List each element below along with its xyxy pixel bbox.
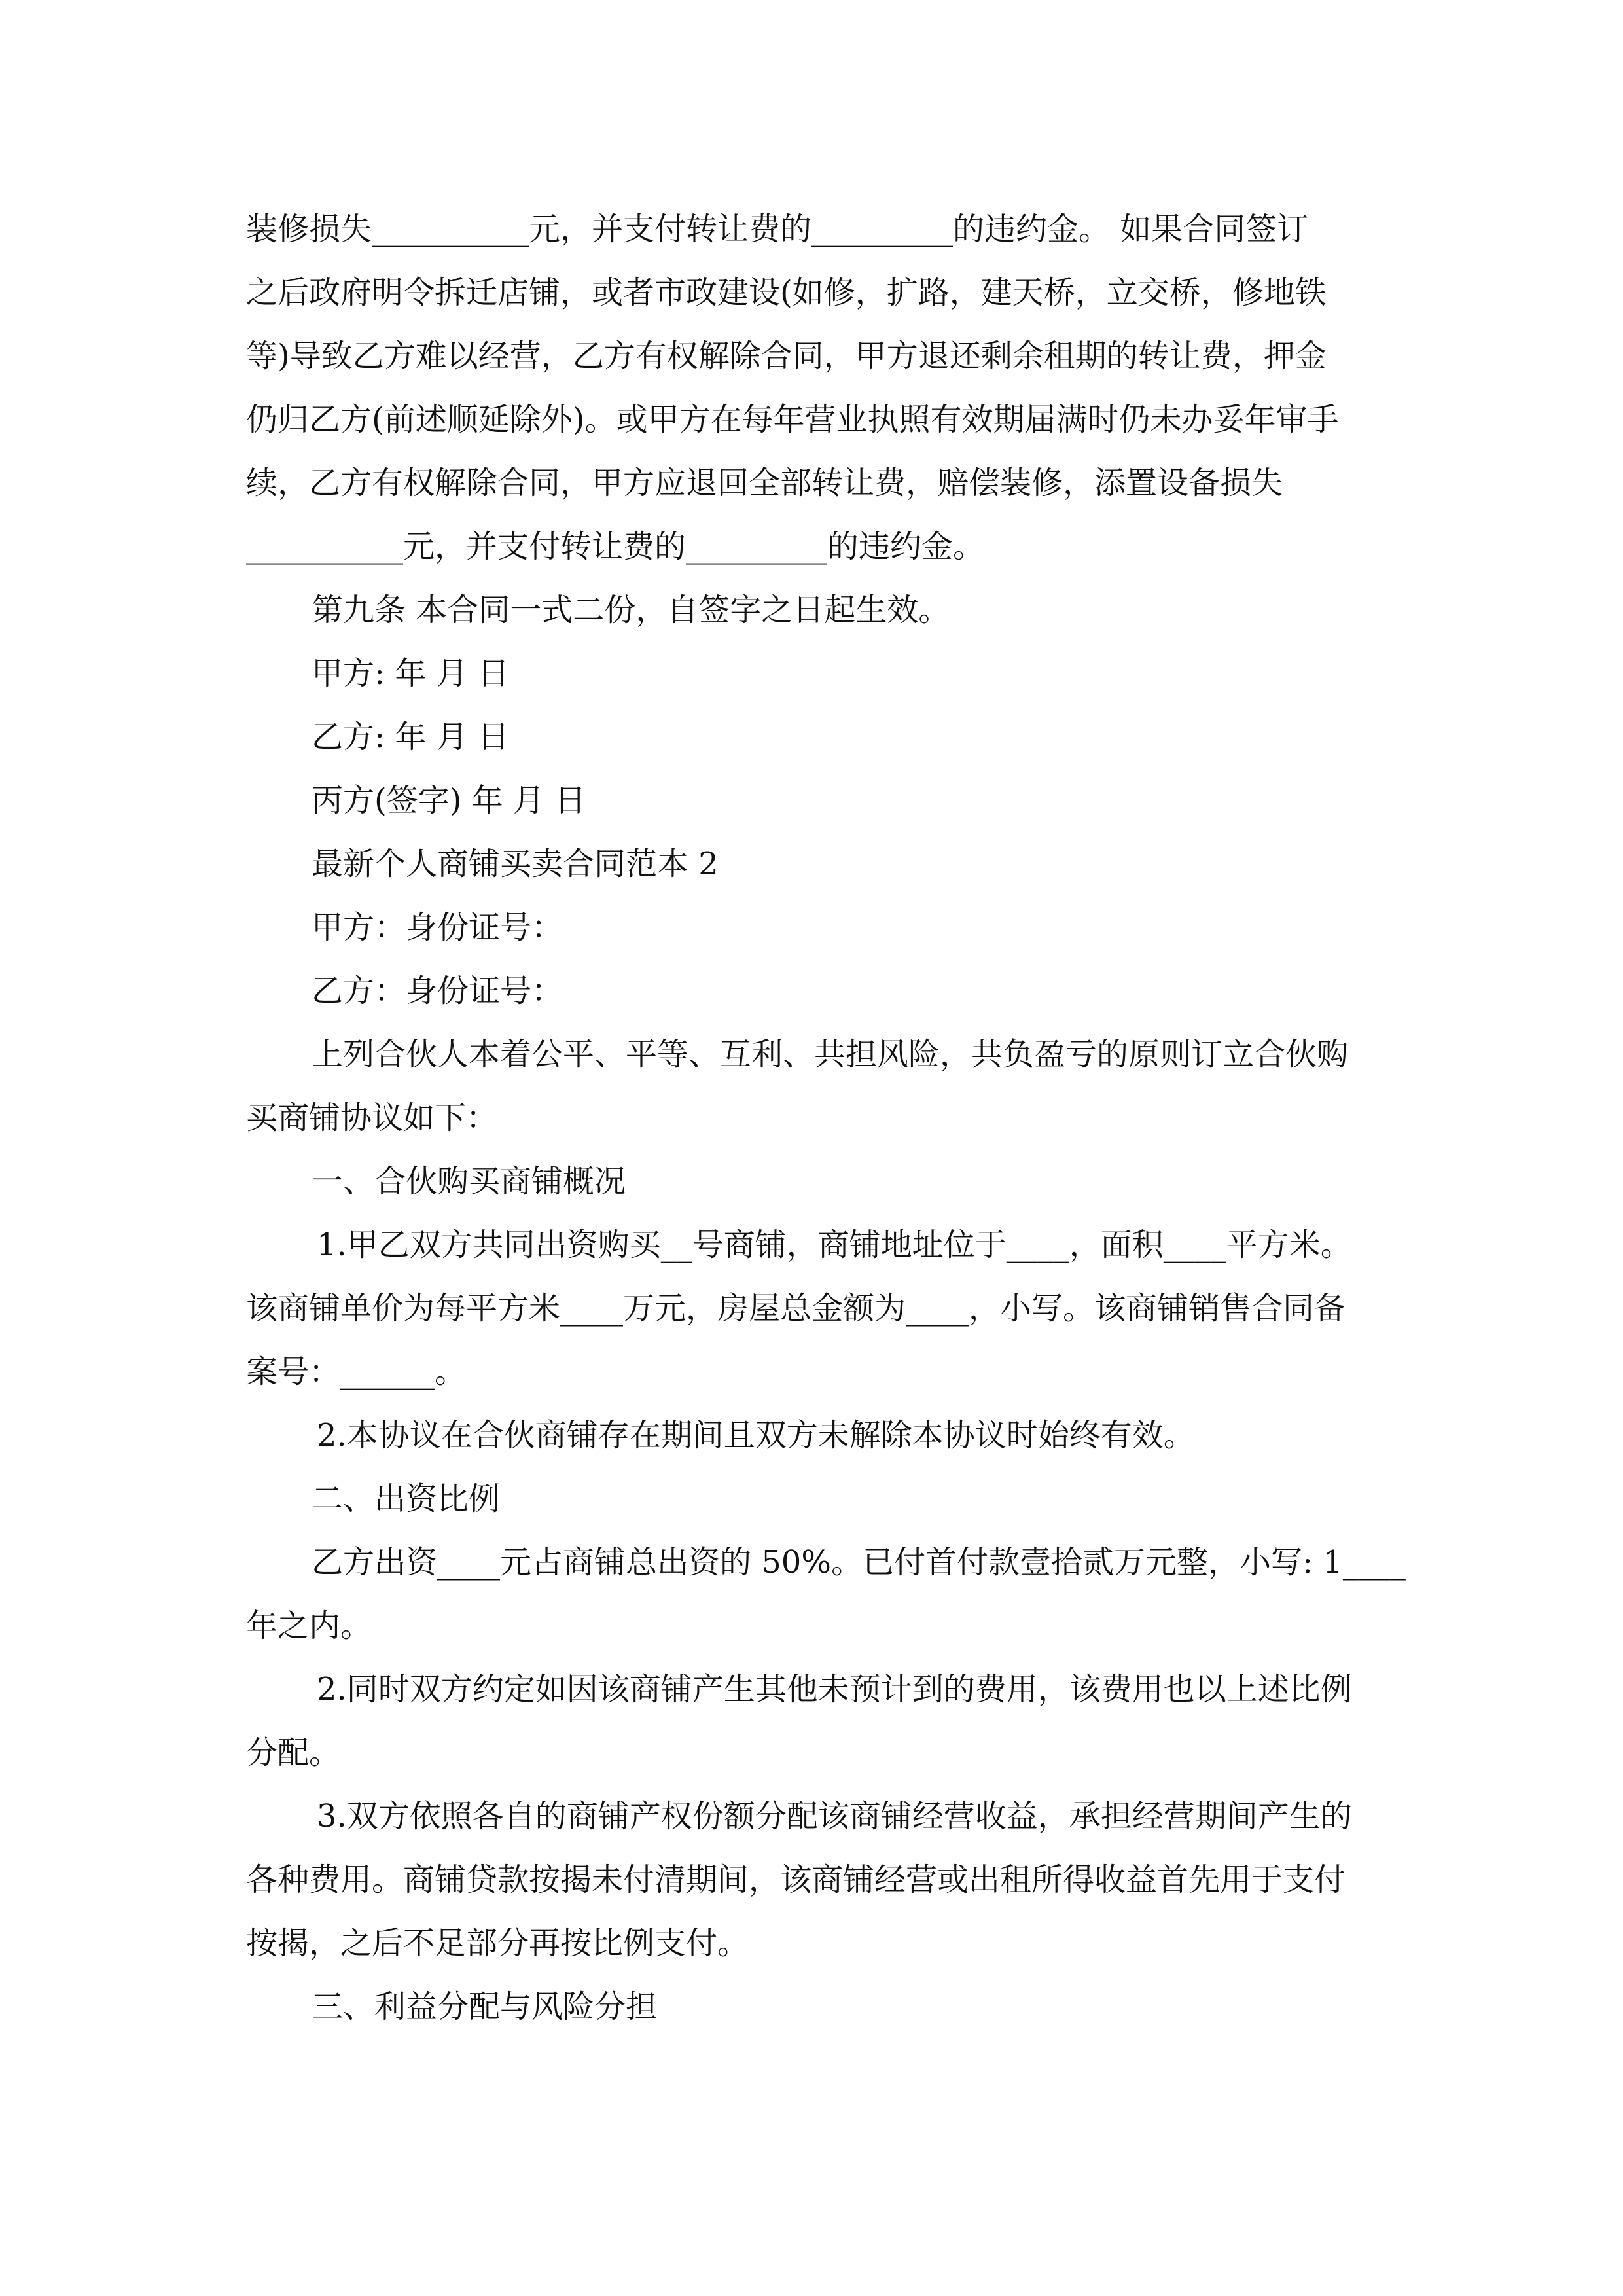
text-line: 该商铺单价为每平方米____万元，房屋总金额为____，小写。该商铺销售合同备 bbox=[246, 1290, 1346, 1327]
section-title: 最新个人商铺买卖合同范本 2 bbox=[312, 846, 719, 882]
text-line: 装修损失__________元，并支付转让费的_________的违约金。 如果合同签订 bbox=[246, 211, 1309, 247]
section-heading: 二、出资比例 bbox=[312, 1480, 501, 1517]
text-line: 3.双方依照各自的商铺产权份额分配该商铺经营收益，承担经营期间产生的 bbox=[317, 1798, 1352, 1835]
article-clause: 第九条 本合同一式二份，自签字之日起生效。 bbox=[312, 592, 950, 628]
text-line: 各种费用。商铺贷款按揭未付清期间，该商铺经营或出租所得收益首先用于支付 bbox=[246, 1861, 1346, 1898]
party-a-id-line: 甲方：身份证号： bbox=[312, 909, 563, 946]
party-b-id-line: 乙方：身份证号： bbox=[312, 973, 563, 1009]
section-heading: 一、合伙购买商铺概况 bbox=[312, 1163, 626, 1200]
text-line: 买商铺协议如下： bbox=[246, 1100, 498, 1136]
section-heading: 三、利益分配与风险分担 bbox=[312, 1988, 658, 2025]
text-line: 仍归乙方(前述顺延除外)。或甲方在每年营业执照有效期届满时仍未办妥年审手 bbox=[246, 401, 1339, 438]
text-line: 2.本协议在合伙商铺存在期间且双方未解除本协议时始终有效。 bbox=[317, 1417, 1195, 1454]
text-line: 1.甲乙双方共同出资购买__号商铺，商铺地址位于____，面积____平方米。 bbox=[317, 1227, 1352, 1263]
text-line: 2.同时双方约定如因该商铺产生其他未预计到的费用，该费用也以上述比例 bbox=[317, 1671, 1352, 1708]
text-line: 上列合伙人本着公平、平等、互利、共担风险，共负盈亏的原则订立合伙购 bbox=[312, 1036, 1349, 1073]
text-line: 乙方出资____元占商铺总出资的 50%。已付首付款壹拾贰万元整，小写: 1____ bbox=[312, 1544, 1406, 1581]
text-line: 按揭，之后不足部分再按比例支付。 bbox=[246, 1925, 749, 1962]
text-line: 之后政府明令拆迁店铺，或者市政建设(如修，扩路，建天桥，立交桥，修地铁 bbox=[246, 274, 1327, 311]
text-line: 分配。 bbox=[246, 1734, 341, 1771]
signature-line-party-b: 乙方: 年 月 日 bbox=[312, 719, 509, 755]
text-line: __________元，并支付转让费的_________的违约金。 bbox=[246, 528, 985, 565]
text-line: 案号：______。 bbox=[246, 1354, 467, 1390]
text-line: 等)导致乙方难以经营，乙方有权解除合同，甲方退还剩余租期的转让费，押金 bbox=[246, 338, 1327, 374]
signature-line-party-c: 丙方(签字) 年 月 日 bbox=[312, 782, 586, 819]
signature-line-party-a: 甲方: 年 月 日 bbox=[312, 655, 509, 692]
text-line: 续，乙方有权解除合同，甲方应退回全部转让费，赔偿装修，添置设备损失 bbox=[246, 465, 1283, 501]
text-line: 年之内。 bbox=[246, 1607, 372, 1644]
